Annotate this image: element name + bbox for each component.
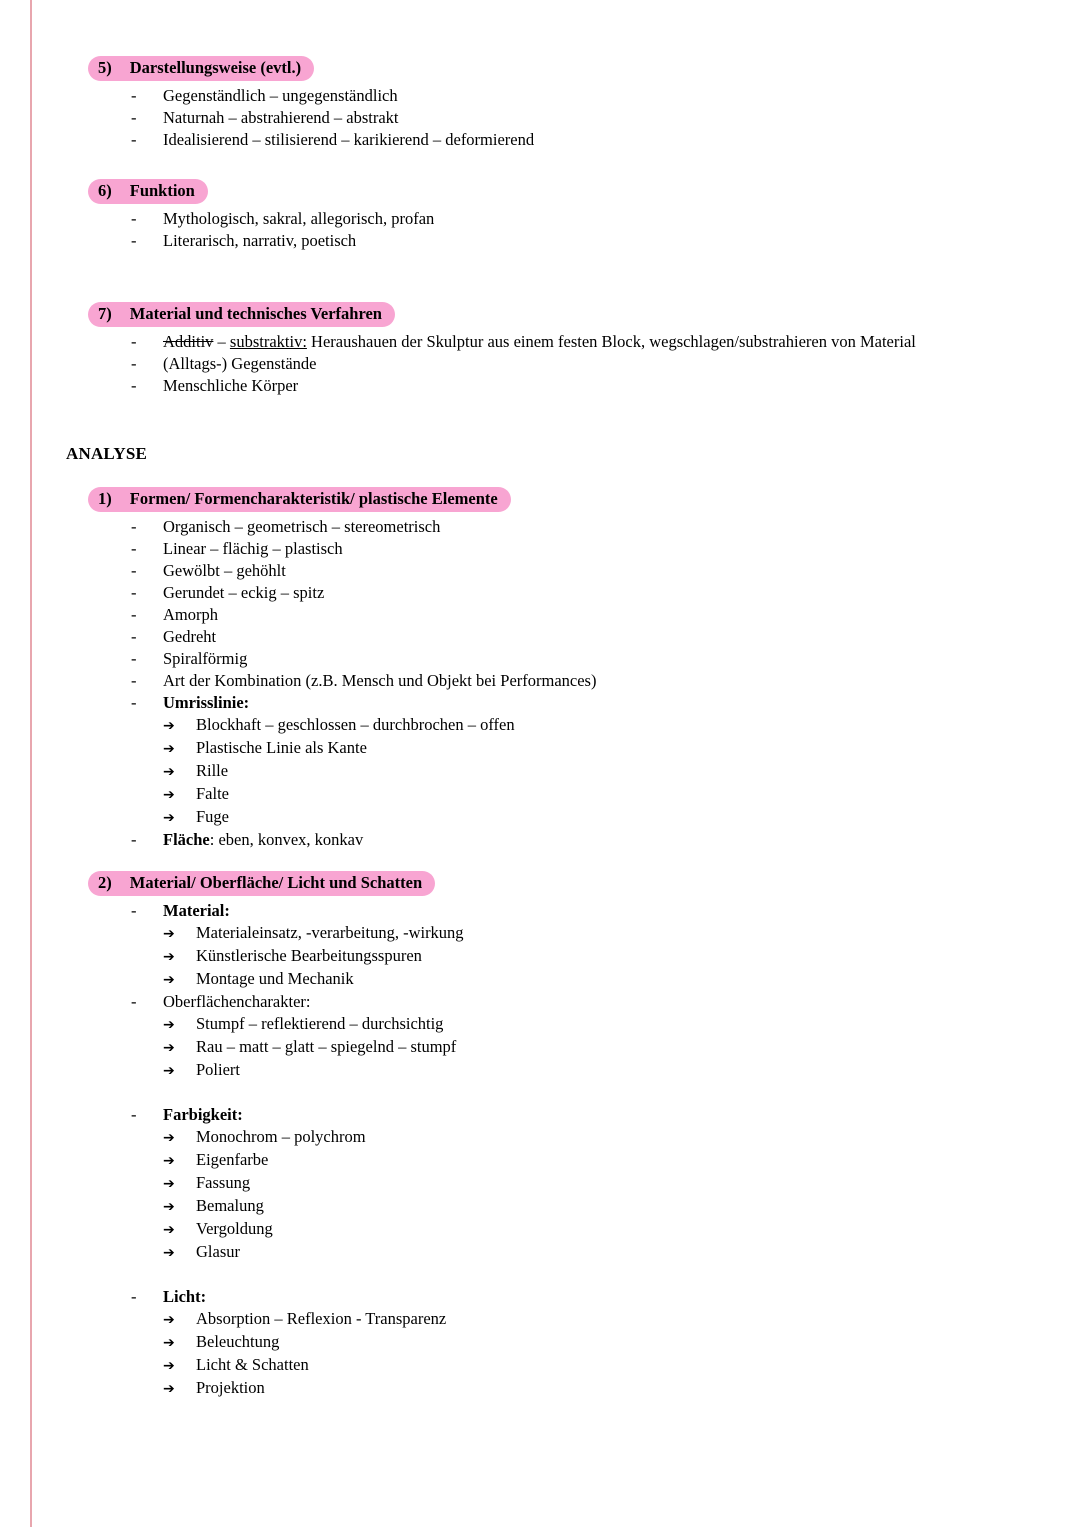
text-run: Menschliche Körper [163,376,299,395]
dash-bullet-icon: - [131,517,137,536]
dash-bullet-icon: - [131,992,137,1011]
list-item-text [196,1126,1040,1148]
list-item [163,1377,1040,1400]
list-item [131,129,1040,151]
list-item-text [163,582,1040,604]
list-item [163,1149,1040,1172]
dash-bullet-icon: - [131,627,137,646]
list-item [163,922,1040,945]
list-item-text [196,1013,1040,1035]
section-7 [66,302,1040,397]
list-item [131,353,1040,375]
section-items [66,900,1040,1400]
list-item-text [163,829,1040,851]
list-item-text [196,760,1040,782]
text-run: Fläche [163,830,210,849]
list-item [131,538,1040,560]
dash-bullet-icon: - [131,539,137,558]
arrow-bullet-icon: ➔ [163,718,175,734]
arrow-bullet-icon: ➔ [163,741,175,757]
highlighted-section-title [88,179,208,204]
list-item-text [163,107,1040,129]
list-item [163,968,1040,991]
section-header [88,302,1040,327]
arrow-bullet-icon: ➔ [163,787,175,803]
section-number: 1) [98,489,112,508]
list-item-text [196,1308,1040,1330]
list-item [163,1036,1040,1059]
list-item-text [196,945,1040,967]
list-item [163,714,1040,737]
dash-bullet-icon: - [131,1287,137,1306]
dash-bullet-icon: - [131,354,137,373]
list-item [131,375,1040,397]
text-run: Stumpf – reflektierend – durchsichtig [196,1014,444,1033]
list-item [163,1354,1040,1377]
list-item-text [163,900,1040,922]
text-run: Projektion [196,1378,265,1397]
section-2 [66,871,1040,1400]
text-run: Rau – matt – glatt – spiegelnd – stumpf [196,1037,457,1056]
list-item-text [196,1149,1040,1171]
text-run: Fassung [196,1173,251,1192]
section-items [66,208,1040,252]
list-item-text [196,1172,1040,1194]
list-item [163,1195,1040,1218]
text-run: Fuge [196,807,229,826]
highlighted-section-title [88,302,395,327]
arrow-bullet-icon: ➔ [163,1063,175,1079]
arrow-bullet-icon: ➔ [163,764,175,780]
notebook-margin-line [30,0,32,1527]
text-run: Blockhaft – geschlossen – durchbrochen – offen [196,715,515,734]
list-item-text [163,208,1040,230]
text-run: Idealisierend – stilisierend – karikierend – deformierend [163,130,535,149]
section-title: Material/ Oberfläche/ Licht und Schatten [129,873,423,892]
text-run: Organisch – geometrisch – stereometrisch [163,517,441,536]
text-run: Mythologisch, sakral, allegorisch, profan [163,209,435,228]
dash-bullet-icon: - [131,583,137,602]
list-item-text [163,331,1040,353]
dash-bullet-icon: - [131,605,137,624]
section-header [88,179,1040,204]
section-1 [66,487,1040,851]
section-number: 6) [98,181,112,200]
list-item-text [163,560,1040,582]
dash-bullet-icon: - [131,376,137,395]
text-run: Art der Kombination (z.B. Mensch und Objekt bei Performances) [163,671,597,690]
arrow-bullet-icon: ➔ [163,1017,175,1033]
list-item [131,900,1040,922]
list-item [131,626,1040,648]
list-item [131,208,1040,230]
list-item-text [163,129,1040,151]
arrow-bullet-icon: ➔ [163,1176,175,1192]
list-item-text [163,516,1040,538]
text-run: Rille [196,761,229,780]
dash-bullet-icon: - [131,209,137,228]
list-item-text [196,714,1040,736]
list-item [163,760,1040,783]
text-run: Gedreht [163,627,217,646]
text-run: Farbigkeit: [163,1105,243,1124]
list-item [131,1104,1040,1126]
list-item [163,737,1040,760]
arrow-bullet-icon: ➔ [163,1222,175,1238]
text-run: Heraushauen der Skulptur aus einem festen Block, wegschlagen/substrahieren von Material [306,332,916,351]
dash-bullet-icon: - [131,901,137,920]
list-item [163,1013,1040,1036]
list-item-text [163,375,1040,397]
list-item [163,1126,1040,1149]
list-item-text [163,670,1040,692]
text-run: Material: [163,901,230,920]
arrow-bullet-icon: ➔ [163,949,175,965]
highlighted-section-title [88,871,435,896]
text-run: Amorph [163,605,218,624]
list-item-text [196,1377,1040,1399]
text-run: Absorption – Reflexion - Transparenz [196,1309,447,1328]
section-header [88,871,1040,896]
text-run: Gegenständlich – ungegenständlich [163,86,398,105]
list-item-text [196,1059,1040,1081]
text-run: (Alltags-) Gegenstände [163,354,317,373]
highlighted-section-title [88,56,314,81]
text-run: Spiralförmig [163,649,248,668]
list-item-text [196,806,1040,828]
text-run: Beleuchtung [196,1332,280,1351]
list-item [131,230,1040,252]
arrow-bullet-icon: ➔ [163,1358,175,1374]
dash-bullet-icon: - [131,1105,137,1124]
text-run: Licht: [163,1287,207,1306]
section-number: 2) [98,873,112,892]
list-item-text [163,648,1040,670]
list-item [163,1172,1040,1195]
dash-bullet-icon: - [131,130,137,149]
list-item [131,560,1040,582]
arrow-bullet-icon: ➔ [163,1245,175,1261]
list-item [163,1059,1040,1082]
list-item-text [196,968,1040,990]
text-run: Materialeinsatz, -verarbeitung, -wirkung [196,923,464,942]
section-5 [66,56,1040,151]
text-run: – [213,332,230,351]
list-item [131,516,1040,538]
text-run: Additiv [163,332,214,351]
list-item [131,829,1040,851]
text-run: Vergoldung [196,1219,273,1238]
dash-bullet-icon: - [131,231,137,250]
list-item-text [196,1218,1040,1240]
arrow-bullet-icon: ➔ [163,1312,175,1328]
text-run: Umrisslinie: [163,693,250,712]
section-title: Funktion [129,181,195,200]
dash-bullet-icon: - [131,830,137,849]
list-item-text [163,230,1040,252]
section-header [88,56,1040,81]
dash-bullet-icon: - [131,693,137,712]
list-item-text [163,1286,1040,1308]
section-6 [66,179,1040,252]
section-items [66,516,1040,851]
section-items [66,331,1040,397]
list-item-text [196,1195,1040,1217]
text-run: Bemalung [196,1196,264,1215]
arrow-bullet-icon: ➔ [163,810,175,826]
text-run: Oberflächencharakter: [163,992,311,1011]
text-run: Gerundet – eckig – spitz [163,583,325,602]
arrow-bullet-icon: ➔ [163,1335,175,1351]
list-item-text [163,538,1040,560]
list-item-text [163,991,1040,1013]
text-run: Eigenfarbe [196,1150,269,1169]
list-item [163,1241,1040,1264]
arrow-bullet-icon: ➔ [163,972,175,988]
section-title: Darstellungsweise (evtl.) [129,58,302,77]
list-item [163,1331,1040,1354]
list-item-text [163,85,1040,107]
arrow-bullet-icon: ➔ [163,1130,175,1146]
list-item-text [196,1331,1040,1353]
dash-bullet-icon: - [131,561,137,580]
arrow-bullet-icon: ➔ [163,1381,175,1397]
list-item [131,604,1040,626]
list-item [131,692,1040,714]
list-item [163,1218,1040,1241]
arrow-bullet-icon: ➔ [163,1040,175,1056]
text-run: : eben, konvex, konkav [209,830,364,849]
list-item [131,107,1040,129]
list-item [131,648,1040,670]
dash-bullet-icon: - [131,649,137,668]
list-item-text [163,353,1040,375]
text-run: Glasur [196,1242,240,1261]
section-items [66,85,1040,151]
list-item [131,85,1040,107]
text-run: Montage und Mechanik [196,969,354,988]
arrow-bullet-icon: ➔ [163,926,175,942]
list-item-text [163,626,1040,648]
text-run: Literarisch, narrativ, poetisch [163,231,357,250]
list-item [163,806,1040,829]
list-item [131,331,1040,353]
text-run: Linear – flächig – plastisch [163,539,343,558]
heading-analyse: ANALYSE [66,444,148,463]
list-item [131,1286,1040,1308]
list-item-text [196,783,1040,805]
list-item-text [196,1241,1040,1263]
list-item-text [163,604,1040,626]
list-item-text [196,1354,1040,1376]
list-item-text [196,922,1040,944]
list-item [131,582,1040,604]
text-run: Plastische Linie als Kante [196,738,367,757]
text-run: Naturnah – abstrahierend – abstrakt [163,108,399,127]
list-item [163,783,1040,806]
list-item-text [196,737,1040,759]
dash-bullet-icon: - [131,108,137,127]
arrow-bullet-icon: ➔ [163,1153,175,1169]
list-item-text [163,1104,1040,1126]
text-run: Poliert [196,1060,240,1079]
text-run: Künstlerische Bearbeitungsspuren [196,946,422,965]
list-item [163,945,1040,968]
text-run: Licht & Schatten [196,1355,309,1374]
list-item-text [196,1036,1040,1058]
highlighted-section-title [88,487,511,512]
arrow-bullet-icon: ➔ [163,1199,175,1215]
section-number: 7) [98,304,112,323]
section-title: Formen/ Formencharakteristik/ plastische Elemente [129,489,498,508]
text-run: Falte [196,784,229,803]
list-item [131,670,1040,692]
list-item [163,1308,1040,1331]
text-run: substraktiv: [229,332,307,351]
list-item [131,991,1040,1013]
section-title: Material und technisches Verfahren [129,304,382,323]
list-item-text [163,692,1040,714]
dash-bullet-icon: - [131,671,137,690]
section-number: 5) [98,58,112,77]
section-header [88,487,1040,512]
dash-bullet-icon: - [131,332,137,351]
dash-bullet-icon: - [131,86,137,105]
text-run: Gewölbt – gehöhlt [163,561,286,580]
text-run: Monochrom – polychrom [196,1127,366,1146]
